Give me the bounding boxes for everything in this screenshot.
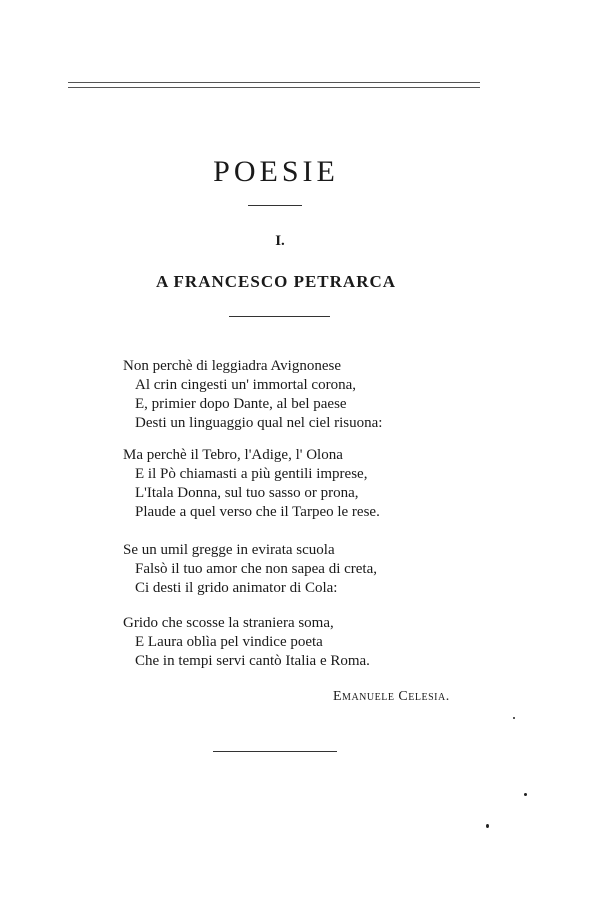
verse-line: E il Pò chiamasti a più gentili imprese,: [135, 466, 368, 482]
verse-line: Se un umil gregge in evirata scuola: [123, 542, 335, 558]
header-double-rule: [68, 82, 480, 89]
verse-line: Ma perchè il Tebro, l'Adige, l' Olona: [123, 447, 343, 463]
section-title: POESIE: [213, 155, 339, 188]
verse-line: E Laura oblìa pel vindice poeta: [135, 634, 323, 650]
verse-line: E, primier dopo Dante, al bel paese: [135, 396, 347, 412]
verse-line: Che in tempi servi cantò Italia e Roma.: [135, 653, 370, 669]
author-signature: Emanuele Celesia.: [333, 689, 450, 704]
verse-line: Desti un linguaggio qual nel ciel risuona:: [135, 415, 383, 431]
verse-line: Plaude a quel verso che il Tarpeo le rese.: [135, 504, 380, 520]
verse-line: Ci desti il grido animator di Cola:: [135, 580, 338, 596]
verse-line: L'Itala Donna, sul tuo sasso or prona,: [135, 485, 359, 501]
title-divider: [248, 205, 302, 206]
poem-number: I.: [275, 233, 285, 249]
print-speck: [524, 793, 527, 796]
poem-title-divider: [229, 316, 330, 317]
print-speck: [486, 824, 489, 828]
verse-line: Grido che scosse la straniera soma,: [123, 615, 334, 631]
poem-title: A FRANCESCO PETRARCA: [155, 272, 397, 291]
verse-line: Non perchè di leggiadra Avignonese: [123, 358, 341, 374]
verse-line: Al crin cingesti un' immortal corona,: [135, 377, 356, 393]
end-divider: [213, 751, 337, 752]
print-speck: [513, 717, 515, 719]
verse-line: Falsò il tuo amor che non sapea di creta,: [135, 561, 378, 577]
